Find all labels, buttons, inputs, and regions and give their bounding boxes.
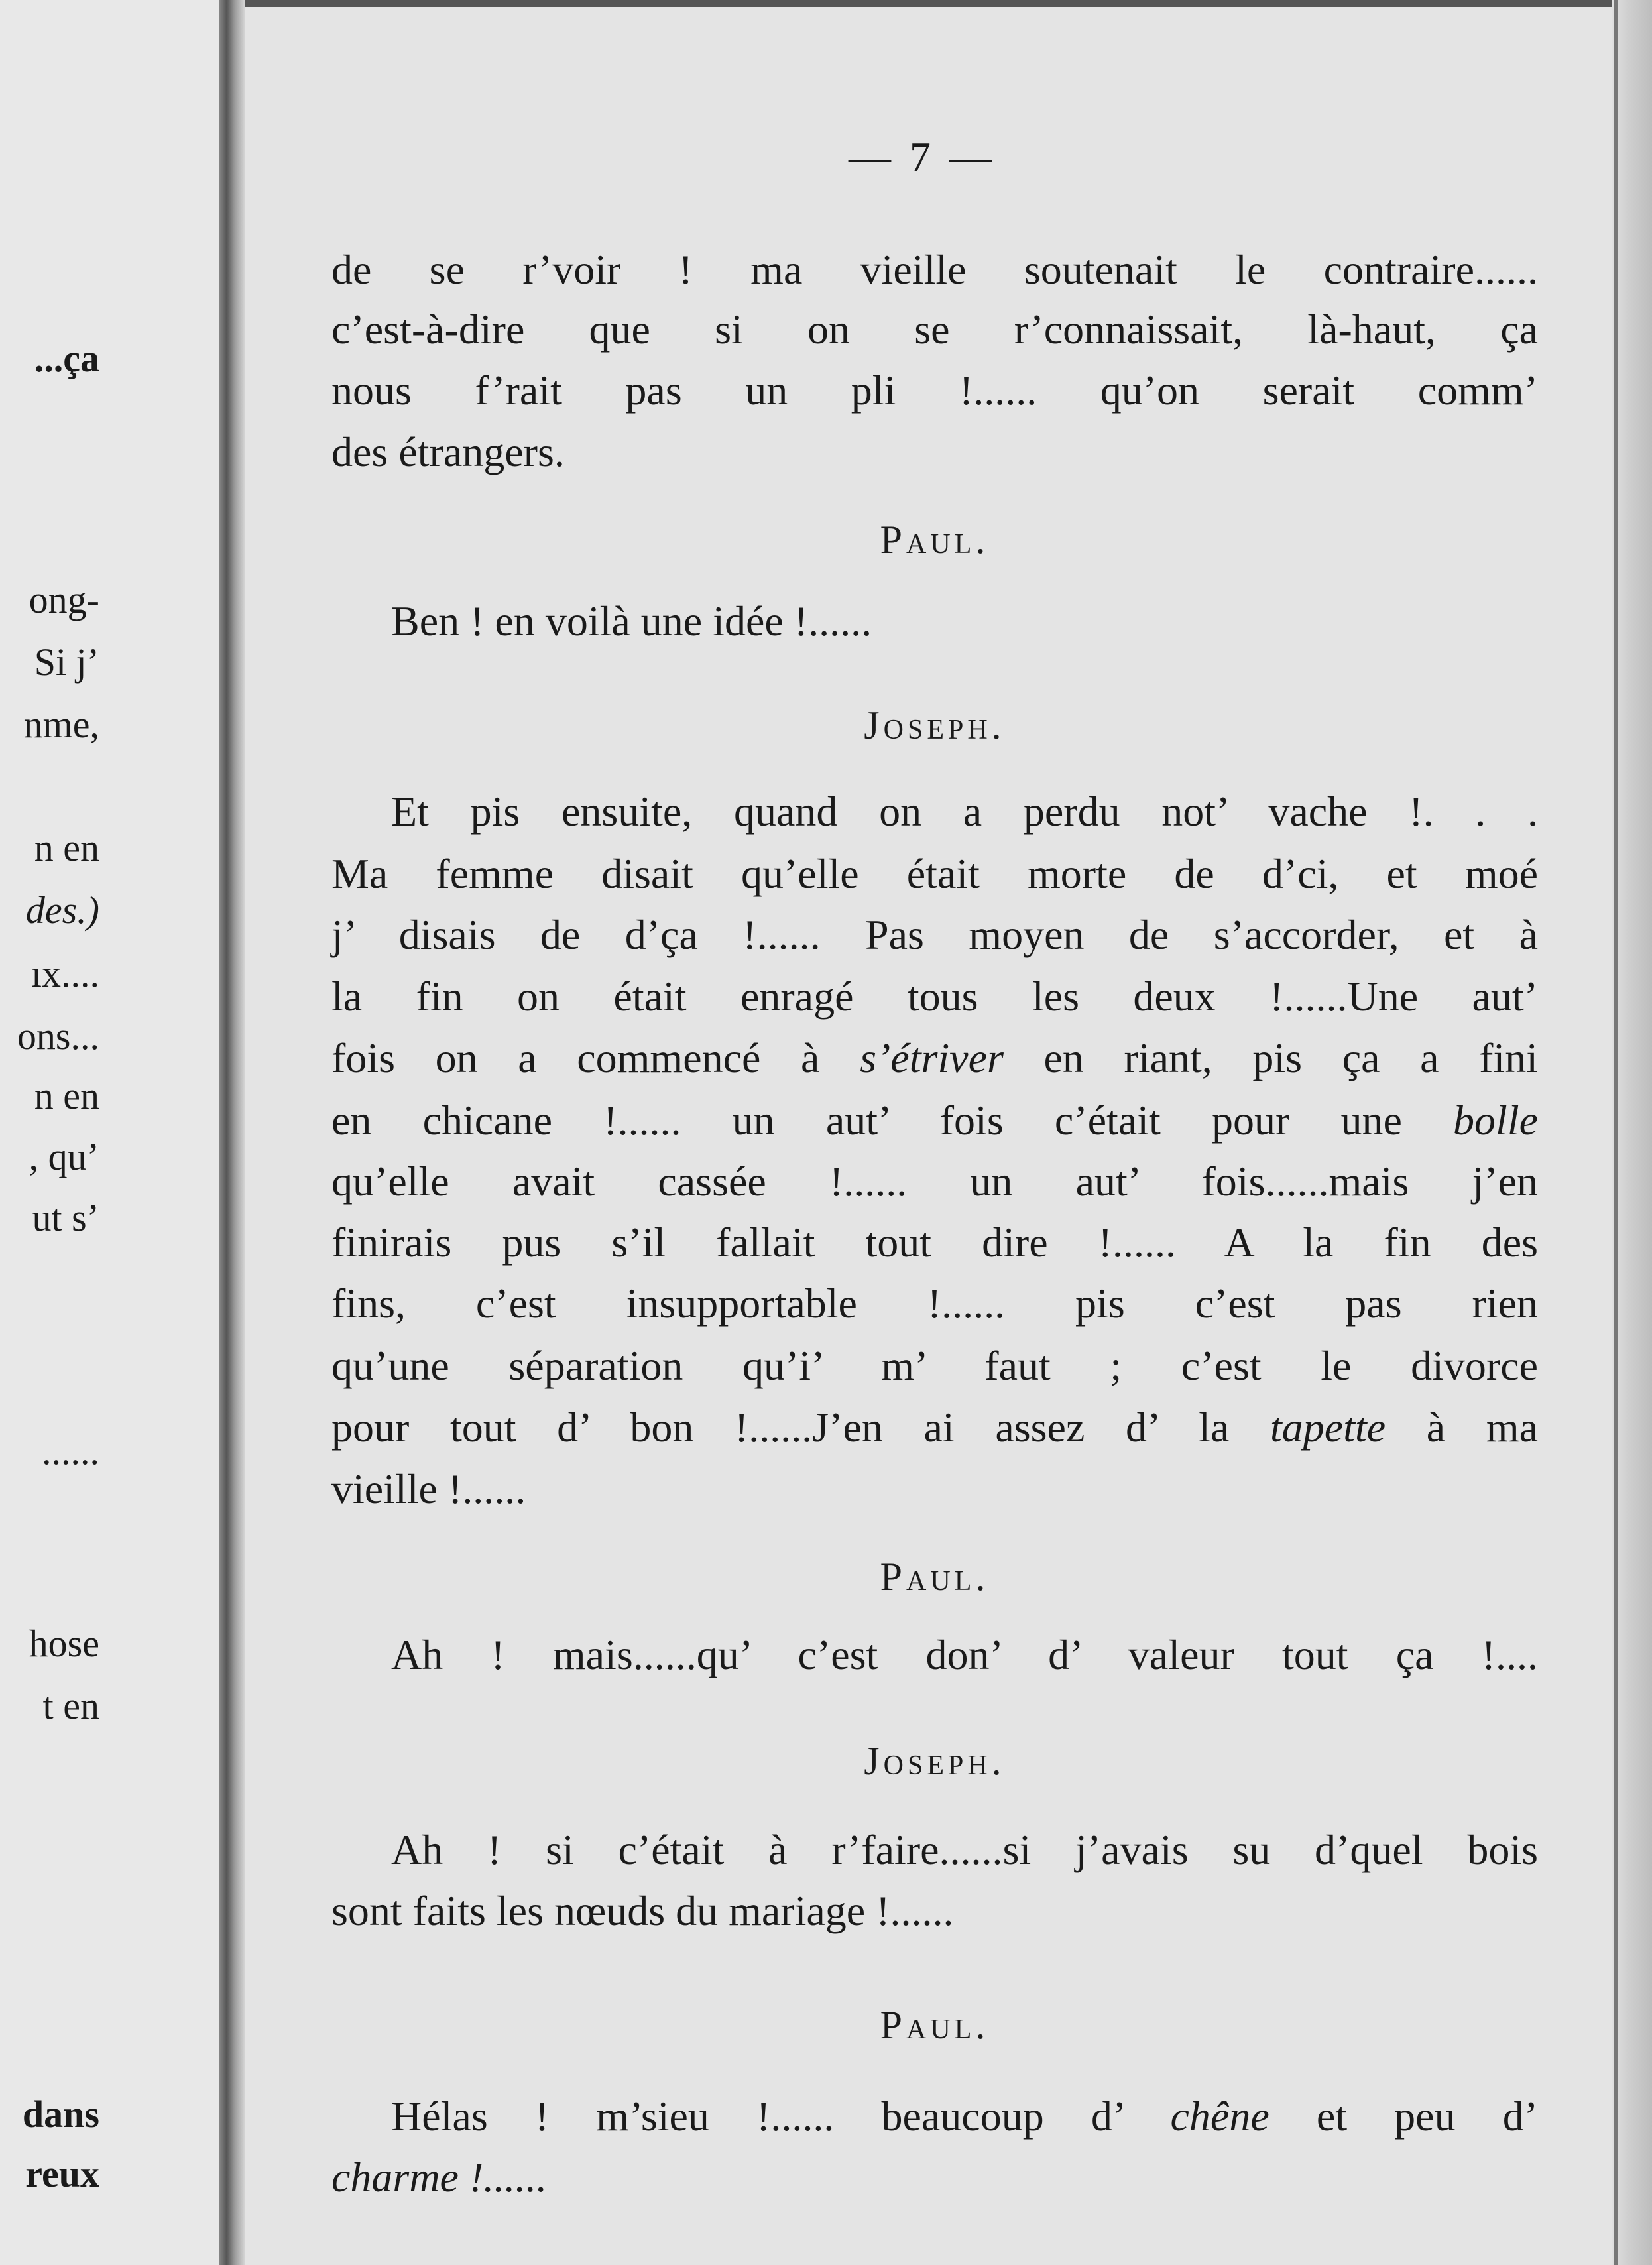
left-fragment: n en (34, 826, 99, 869)
italic-word: chêne (1170, 2093, 1269, 2140)
left-fragment: Si j’ (34, 641, 99, 684)
speaker-name: Paul. (880, 2003, 990, 2047)
speaker-name: Paul. (880, 1555, 990, 1599)
text-span: pour tout d’ bon !......J’en ai assez d’ la (331, 1404, 1270, 1451)
left-facing-page (0, 0, 219, 2265)
italic-word: charme !...... (331, 2154, 548, 2201)
left-fragment: ut s’ (32, 1196, 99, 1239)
text-line: des étrangers. (331, 428, 565, 475)
text-span: Hélas ! m’sieu !...... beaucoup d’ (391, 2093, 1171, 2140)
text-line: Ma femme disait qu’elle était morte de d’ci, et moé (331, 850, 1538, 897)
text-line: de se r’voir ! ma vieille soutenait le contraire...... (331, 246, 1538, 293)
text-line: sont faits les nœuds du mariage !...... (331, 1887, 954, 1934)
left-fragment: t en (42, 1684, 99, 1727)
left-fragment: ons... (17, 1014, 99, 1058)
page-number: — 7 — (849, 133, 996, 180)
text-line: qu’une séparation qu’i’ m’ faut ; c’est le divorce (331, 1342, 1538, 1389)
text-line: Ah ! si c’était à r’faire......si j’avais su d’quel bois (391, 1826, 1538, 1873)
left-fragment: nme, (23, 703, 99, 746)
text-line: fins, c’est insupportable !...... pis c’est pas rien (331, 1280, 1538, 1327)
text-line (331, 1406, 1538, 1449)
text-span: en riant, pis ça a fini (1003, 1034, 1539, 1081)
left-fragment: des.) (25, 888, 99, 932)
text-line: la fin on était enragé tous les deux !......Une aut’ (331, 973, 1538, 1020)
page-7 (331, 0, 1564, 2265)
italic-word: s’étriver (860, 1034, 1004, 1081)
text-span: en chicane !...... un aut’ fois c’était pour une (331, 1097, 1454, 1144)
left-fragment: ...ça (34, 337, 99, 380)
left-fragment: , qu’ (29, 1135, 99, 1178)
left-fragment: ıx.... (30, 952, 99, 995)
italic-word: tapette (1270, 1404, 1386, 1451)
text-line: nous f’rait pas un pli !...... qu’on serait comm’ (331, 367, 1538, 414)
book-binding (219, 0, 245, 2265)
text-line (331, 1034, 1539, 1081)
speaker-name: Paul. (880, 518, 990, 562)
text-line: Ah ! mais......qu’ c’est don’ d’ valeur tout ça !.... (391, 1631, 1538, 1678)
left-fragment: hose (29, 1622, 99, 1665)
text-line (331, 1099, 1538, 1142)
text-span: et peu d’ (1269, 2093, 1539, 2140)
left-fragment: ...... (42, 1430, 99, 1473)
text-line (331, 2156, 1538, 2199)
text-line: j’ disais de d’ça !...... Pas moyen de s’accorder, et à (331, 911, 1538, 958)
speaker-name: Joseph. (864, 1739, 1006, 1783)
right-page-edge (1612, 0, 1652, 2265)
left-fragment: dans (22, 2093, 99, 2136)
italic-word: bolle (1453, 1097, 1538, 1144)
text-span: fois on a commencé à (331, 1034, 860, 1081)
left-fragment: reux (25, 2152, 99, 2195)
speaker-name: Joseph. (864, 704, 1006, 747)
text-span: à ma (1386, 1404, 1539, 1451)
text-line: Ben ! en voilà une idée !...... (391, 597, 872, 644)
text-line: qu’elle avait cassée !...... un aut’ fois......mais j’en (331, 1158, 1538, 1205)
text-line: c’est-à-dire que si on se r’connaissait, là-haut, ça (331, 306, 1538, 353)
text-line: finirais pus s’il fallait tout dire !...... A la fin des (331, 1219, 1538, 1266)
text-line: Et pis ensuite, quand on a perdu not’ vache !. . . (391, 788, 1538, 835)
right-edge-shadow (1614, 0, 1618, 2265)
left-fragment: n en (34, 1074, 99, 1117)
text-line: vieille !...... (331, 1465, 526, 1512)
text-line (331, 2095, 1538, 2138)
left-fragment: ong- (29, 578, 99, 621)
